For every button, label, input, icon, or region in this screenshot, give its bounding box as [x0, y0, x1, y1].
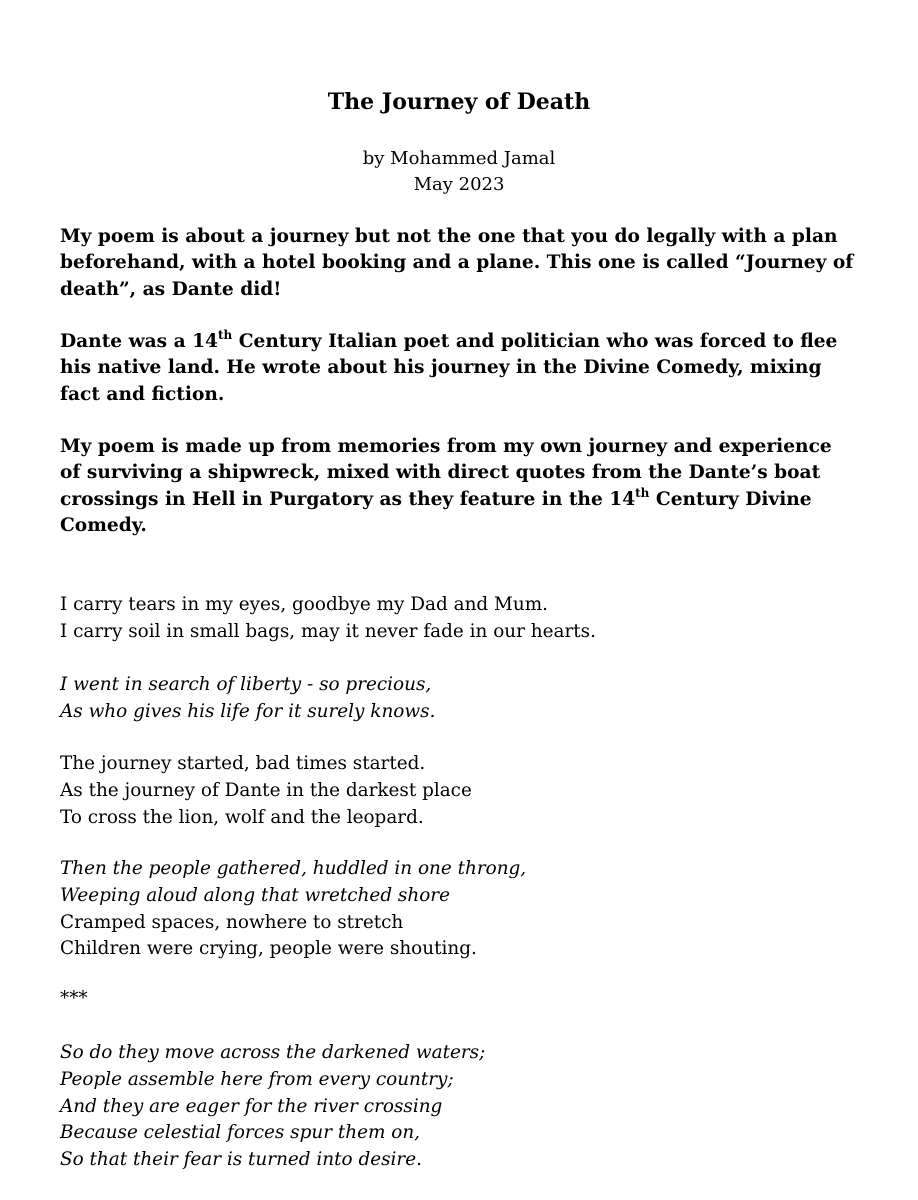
intro-line: My poem is about a journey but not the one that you do legally with a plan [60, 226, 838, 247]
intro-line: fact and fiction. [60, 383, 225, 405]
poem-line-quote: People assemble here from every country; [60, 1068, 454, 1090]
poem-line: As the journey of Dante in the darkest place [60, 779, 472, 801]
poem-line-quote: So do they move across the darkened waters; [60, 1042, 486, 1063]
intro-paragraph-3 [60, 434, 860, 540]
poem-line-quote: I went in search of liberty - so precious, [60, 674, 432, 695]
stanza-5 [60, 1040, 860, 1174]
intro-line: crossings in Hell in Purgatory as they feature in the 14th Century Divine [60, 485, 812, 510]
poem-line-quote: Weeping aloud along that wretched shore [60, 884, 450, 906]
stanza-2 [60, 672, 860, 726]
poem-line: Cramped spaces, nowhere to stretch [60, 911, 404, 933]
stanza-4 [60, 856, 860, 963]
poem-line-quote: Then the people gathered, huddled in one throng, [60, 858, 527, 879]
ordinal-suffix: th [217, 327, 233, 342]
poem-line-quote: Because celestial forces spur them on, [60, 1122, 421, 1144]
section-separator [60, 986, 860, 1013]
ordinal-suffix: th [635, 485, 650, 500]
author-line: by Mohammed Jamal [362, 148, 556, 169]
poem-line: I carry tears in my eyes, goodbye my Dad and Mum. [60, 594, 549, 615]
intro-line: My poem is made up from memories from my own journey and experience [60, 436, 832, 457]
intro-line: of surviving a shipwreck, mixed with direct quotes from the Dante’s boat [60, 462, 821, 484]
intro-line: Comedy. [60, 515, 147, 537]
intro-line: beforehand, with a hotel booking and a plane. This one is called “Journey of [60, 252, 854, 274]
intro-paragraph-2 [60, 329, 860, 408]
intro-line: his native land. He wrote about his journey in the Divine Comedy, mixing [60, 357, 822, 379]
poem-line: The journey started, bad times started. [60, 753, 426, 774]
poem-line: To cross the lion, wolf and the leopard. [60, 806, 424, 828]
poem-title: The Journey of Death [327, 89, 591, 115]
date-line: May 2023 [413, 174, 505, 195]
poem-line-quote: So that their fear is turned into desire. [60, 1149, 422, 1171]
intro-line: death”, as Dante did! [60, 278, 282, 300]
intro-paragraph-1 [60, 224, 860, 303]
stanza-1 [60, 592, 860, 646]
poem-line: Children were crying, people were shouting. [60, 938, 477, 960]
byline [0, 146, 918, 198]
poem-line-quote: And they are eager for the river crossing [60, 1095, 443, 1117]
poem-line-quote: As who gives his life for it surely knows. [60, 700, 436, 722]
separator-asterisks: *** [60, 988, 88, 1009]
poem-line: I carry soil in small bags, may it never fade in our hearts. [60, 620, 596, 642]
intro-line: Dante was a 14th Century Italian poet and politician who was forced to flee [60, 327, 838, 352]
stanza-3 [60, 751, 860, 831]
